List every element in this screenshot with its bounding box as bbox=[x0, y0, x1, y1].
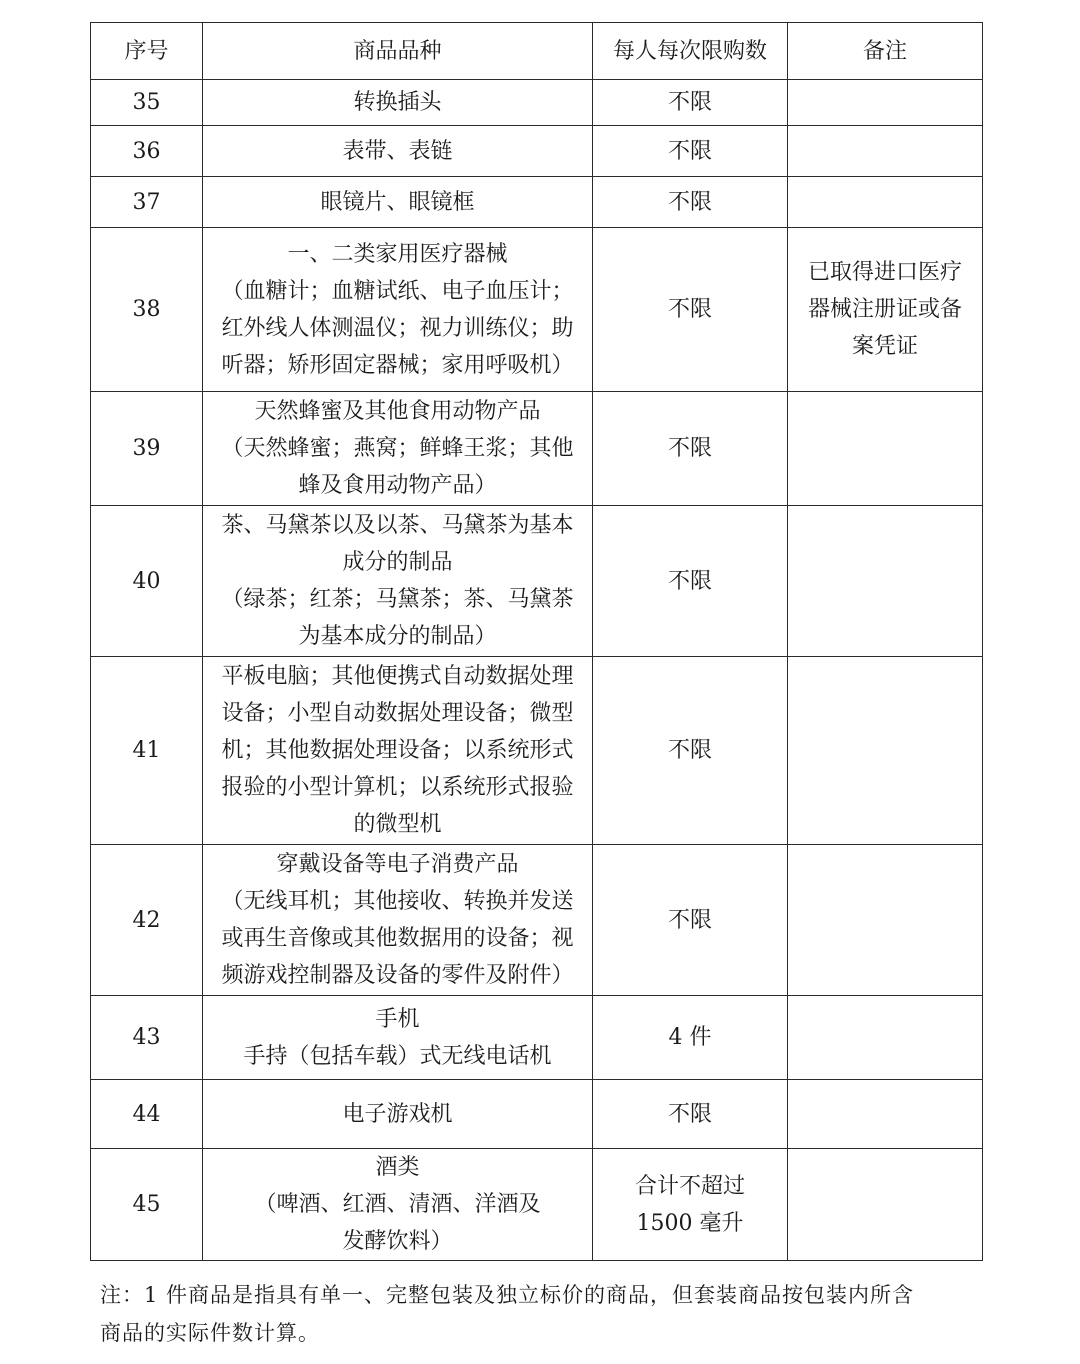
row-seq: 41 bbox=[91, 657, 203, 845]
row-seq: 42 bbox=[91, 845, 203, 996]
row-seq: 35 bbox=[91, 80, 203, 126]
row-limit bbox=[593, 392, 788, 506]
row-name-line: 电子游戏机 bbox=[342, 1101, 453, 1127]
table-row bbox=[91, 506, 983, 657]
row-remark bbox=[788, 1080, 983, 1149]
row-seq: 40 bbox=[91, 506, 203, 657]
row-limit-line: 1500 毫升 bbox=[636, 1210, 744, 1236]
row-name-line: 平板电脑；其他便携式自动数据处理 bbox=[221, 664, 574, 689]
row-name bbox=[203, 1149, 593, 1261]
row-remark bbox=[788, 657, 983, 845]
row-name bbox=[203, 506, 593, 657]
row-remark-line: 器械注册证或备 bbox=[807, 297, 962, 322]
row-name-line: 报验的小型计算机；以系统形式报验 bbox=[221, 775, 574, 800]
row-name-line: 蜂及食用动物产品） bbox=[298, 473, 497, 498]
row-limit-line: 不限 bbox=[667, 90, 712, 115]
row-seq: 37 bbox=[91, 177, 203, 228]
row-name-line: 的微型机 bbox=[353, 812, 442, 837]
row-remark bbox=[788, 845, 983, 996]
row-seq: 45 bbox=[91, 1149, 203, 1261]
row-name bbox=[203, 80, 593, 126]
row-name-line: （啤酒、红酒、清酒、洋酒及 bbox=[254, 1192, 541, 1217]
row-remark bbox=[788, 228, 983, 392]
row-remark bbox=[788, 392, 983, 506]
row-name-line: 红外线人体测温仪；视力训练仪；助 bbox=[221, 315, 574, 341]
row-name-line: 穿戴设备等电子消费产品 bbox=[276, 852, 519, 877]
table-row bbox=[91, 845, 983, 996]
row-name-line: 设备；小型自动数据处理设备；微型 bbox=[221, 701, 574, 726]
row-name bbox=[203, 996, 593, 1080]
purchase-limit-table bbox=[90, 22, 983, 1261]
row-limit bbox=[593, 228, 788, 392]
row-remark bbox=[788, 506, 983, 657]
header-limit: 每人每次限购数 bbox=[593, 23, 788, 80]
row-name bbox=[203, 228, 593, 392]
footnote-line: 注：1 件商品是指具有单一、完整包装及独立标价的商品，但套装商品按包装内所含 bbox=[100, 1283, 915, 1307]
row-limit bbox=[593, 80, 788, 126]
row-name-line: 天然蜂蜜及其他食用动物产品 bbox=[254, 399, 541, 424]
row-name-line: （天然蜂蜜；燕窝；鲜蜂王浆；其他 bbox=[221, 436, 574, 461]
header-remark: 备注 bbox=[788, 23, 983, 80]
row-name-line: （绿茶；红茶；马黛茶；茶、马黛茶 bbox=[221, 587, 574, 612]
row-name-line: 为基本成分的制品） bbox=[298, 624, 497, 649]
row-limit bbox=[593, 506, 788, 657]
row-limit-line: 不限 bbox=[667, 738, 712, 763]
row-remark bbox=[788, 80, 983, 126]
table-row bbox=[91, 996, 983, 1080]
row-name-line: （血糖计；血糖试纸、电子血压计； bbox=[221, 278, 574, 304]
row-name-line: 手持（包括车载）式无线电话机 bbox=[243, 1043, 552, 1069]
row-seq: 38 bbox=[91, 228, 203, 392]
table-row bbox=[91, 657, 983, 845]
row-name-line: 酒类 bbox=[375, 1155, 420, 1180]
row-name-line: 转换插头 bbox=[353, 90, 442, 115]
row-name-line: 发酵饮料） bbox=[342, 1229, 453, 1254]
table-row bbox=[91, 228, 983, 392]
header-seq: 序号 bbox=[91, 23, 203, 80]
row-seq: 36 bbox=[91, 126, 203, 177]
row-name bbox=[203, 1080, 593, 1149]
table-row bbox=[91, 392, 983, 506]
row-limit-line: 不限 bbox=[667, 297, 712, 322]
row-remark-line: 案凭证 bbox=[851, 334, 918, 359]
row-name-line: 或再生音像或其他数据用的设备；视 bbox=[221, 926, 574, 951]
row-limit-line: 合计不超过 bbox=[634, 1173, 745, 1199]
row-limit bbox=[593, 996, 788, 1080]
row-remark bbox=[788, 996, 983, 1080]
row-name-line: 机；其他数据处理设备；以系统形式 bbox=[221, 738, 574, 763]
row-remark bbox=[788, 1149, 983, 1261]
row-limit-line: 不限 bbox=[667, 138, 712, 164]
row-limit bbox=[593, 845, 788, 996]
row-name-line: 成分的制品 bbox=[342, 550, 453, 575]
row-limit-line: 不限 bbox=[667, 189, 712, 215]
table-row bbox=[91, 80, 983, 126]
row-limit-line: 不限 bbox=[667, 568, 712, 594]
row-limit bbox=[593, 657, 788, 845]
row-limit-line: 不限 bbox=[667, 907, 712, 933]
row-limit-line: 不限 bbox=[667, 1101, 712, 1127]
row-limit bbox=[593, 1080, 788, 1149]
table-row bbox=[91, 1149, 983, 1261]
row-name-line: （无线耳机；其他接收、转换并发送 bbox=[221, 889, 574, 914]
row-seq: 43 bbox=[91, 996, 203, 1080]
row-remark bbox=[788, 126, 983, 177]
row-remark-line: 已取得进口医疗 bbox=[807, 260, 962, 285]
table-row bbox=[91, 177, 983, 228]
row-name bbox=[203, 657, 593, 845]
row-name bbox=[203, 177, 593, 228]
row-limit bbox=[593, 177, 788, 228]
row-name bbox=[203, 126, 593, 177]
row-name-line: 一、二类家用医疗器械 bbox=[287, 241, 508, 267]
row-name-line: 茶、马黛茶以及以茶、马黛茶为基本 bbox=[221, 513, 574, 538]
table-row bbox=[91, 1080, 983, 1149]
row-limit bbox=[593, 126, 788, 177]
row-seq: 44 bbox=[91, 1080, 203, 1149]
row-name-line: 手机 bbox=[375, 1006, 420, 1032]
row-seq: 39 bbox=[91, 392, 203, 506]
row-limit-line: 不限 bbox=[667, 436, 712, 461]
header-category: 商品品种 bbox=[203, 23, 593, 80]
row-limit bbox=[593, 1149, 788, 1261]
footnote bbox=[100, 1276, 980, 1352]
footnote-line: 商品的实际件数计算。 bbox=[100, 1321, 320, 1345]
row-name bbox=[203, 845, 593, 996]
row-name-line: 听器；矫形固定器械；家用呼吸机） bbox=[221, 352, 574, 378]
table-header-row bbox=[91, 23, 983, 80]
row-name-line: 频游戏控制器及设备的零件及附件） bbox=[221, 963, 574, 988]
row-name-line: 表带、表链 bbox=[342, 138, 453, 164]
row-remark bbox=[788, 177, 983, 228]
row-name-line: 眼镜片、眼镜框 bbox=[320, 189, 475, 215]
row-name bbox=[203, 392, 593, 506]
row-limit-line: 4 件 bbox=[668, 1025, 712, 1050]
table-row bbox=[91, 126, 983, 177]
